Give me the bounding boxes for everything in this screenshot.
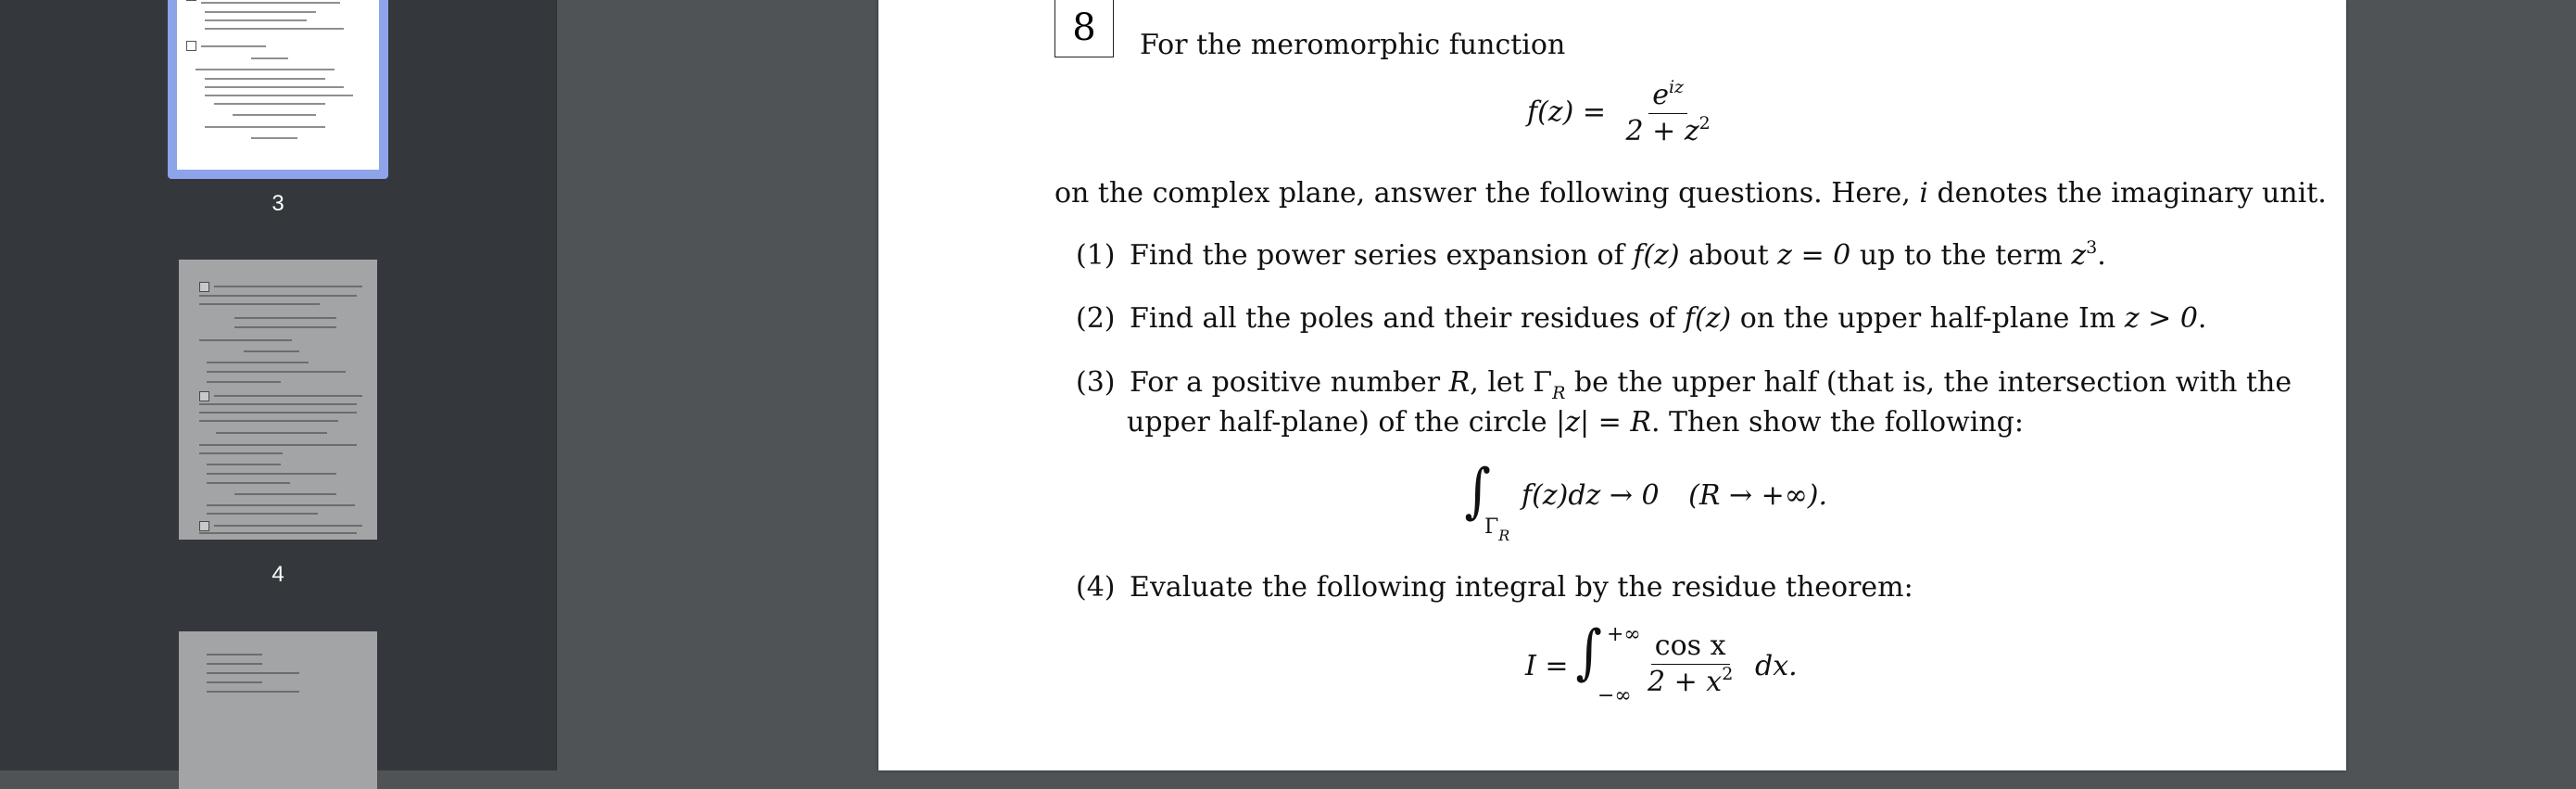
- q3-line1-c: be the upper half (that is, the intersection with the: [1565, 366, 2292, 399]
- document-page: [878, 0, 2346, 770]
- checkbox-icon: [199, 521, 209, 531]
- checkbox-icon: [199, 391, 209, 401]
- q2-cond: z > 0: [2124, 302, 2198, 335]
- thumbnail-page-3-image: [177, 0, 379, 170]
- thumbnail-page-3-selected[interactable]: [168, 0, 388, 179]
- thumbnail-sidebar[interactable]: [0, 0, 556, 770]
- thumbnail-page-number: 3: [271, 191, 284, 216]
- integral-1-subscript: $\Gamma_R$: [1484, 515, 1510, 544]
- q3-line1-b: , let Γ: [1470, 366, 1553, 399]
- q3-line1-a: For a positive number: [1130, 366, 1449, 399]
- q1-text-b: about: [1679, 239, 1778, 272]
- question-4: [1076, 571, 1913, 604]
- integral-2: [1525, 618, 1803, 719]
- integral-sign-icon: ∫: [1464, 457, 1491, 526]
- intro-text: For the meromorphic function: [1140, 29, 1566, 61]
- context-line: [1054, 177, 2327, 210]
- question-3-line-2: [1127, 406, 2024, 439]
- q2-text-a: Find all the poles and their residues of: [1130, 302, 1685, 335]
- checkbox-icon: [186, 41, 196, 51]
- q2-label: (2): [1076, 302, 1116, 335]
- q3-label: (3): [1076, 366, 1116, 399]
- denominator-base: 2 + z: [1625, 115, 1699, 147]
- q3-abs: |z| = R: [1556, 406, 1651, 439]
- integral-2-lhs: I =: [1525, 650, 1569, 682]
- checkbox-icon: [186, 0, 196, 1]
- q1-term-exp: 3: [2086, 237, 2098, 258]
- integral-sign-icon: ∫: [1575, 618, 1602, 687]
- q1-fz: f(z): [1633, 239, 1680, 272]
- context-after: denotes the imaginary unit.: [1927, 177, 2327, 210]
- q4-label: (4): [1076, 571, 1116, 604]
- context-before: on the complex plane, answer the following questions. Here,: [1054, 177, 1920, 210]
- thumbnail-page-4[interactable]: [179, 260, 377, 540]
- q3-gamma-sub: R: [1552, 383, 1566, 403]
- q1-text-d: .: [2097, 239, 2106, 272]
- q2-text-c: .: [2197, 302, 2207, 335]
- q1-text-c: up to the term: [1850, 239, 2072, 272]
- function-lhs: f(z) =: [1527, 95, 1606, 129]
- integral-1-body: f(z)dz → 0: [1522, 479, 1660, 512]
- context-var: i: [1919, 177, 1928, 210]
- integral-2-lower: −∞: [1597, 684, 1632, 707]
- thumbnail-page-number: 4: [271, 562, 284, 587]
- q1-term-base: z: [2071, 239, 2087, 272]
- thumbnail-page-5[interactable]: [179, 631, 377, 789]
- q2-fz: f(z): [1684, 302, 1732, 335]
- integral-2-numerator: cos x: [1651, 632, 1730, 665]
- question-number-box: 8: [1054, 0, 1114, 57]
- integral-1: [1462, 457, 1870, 545]
- function-definition: [1527, 77, 1714, 147]
- q3-line2-a: upper half-plane) of the circle: [1127, 406, 1557, 439]
- integral-2-upper: +∞: [1607, 623, 1641, 646]
- question-2: [1076, 302, 2207, 335]
- integral-2-denominator-exp: 2: [1722, 664, 1734, 684]
- numerator-base: e: [1652, 79, 1669, 111]
- sidebar-divider[interactable]: [556, 0, 557, 770]
- q1-label: (1): [1076, 239, 1116, 272]
- q4-text: Evaluate the following integral by the residue theorem:: [1130, 571, 1913, 604]
- denominator-exp: 2: [1698, 113, 1711, 134]
- integral-2-denominator-base: 2 + x: [1648, 666, 1723, 698]
- integral-2-dx: dx.: [1755, 650, 1798, 682]
- q3-line2-b: . Then show the following:: [1650, 406, 2024, 439]
- question-3-line-1: [1076, 366, 2292, 403]
- numerator-exp: iz: [1668, 77, 1685, 97]
- q2-text-b: on the upper half-plane Im: [1731, 302, 2125, 335]
- q1-text-a: Find the power series expansion of: [1130, 239, 1634, 272]
- q1-zeq: z = 0: [1777, 239, 1851, 272]
- question-1: [1076, 237, 2106, 272]
- q3-R: R: [1448, 366, 1471, 399]
- checkbox-icon: [199, 282, 209, 292]
- integral-1-limit: (R → +∞).: [1688, 479, 1828, 512]
